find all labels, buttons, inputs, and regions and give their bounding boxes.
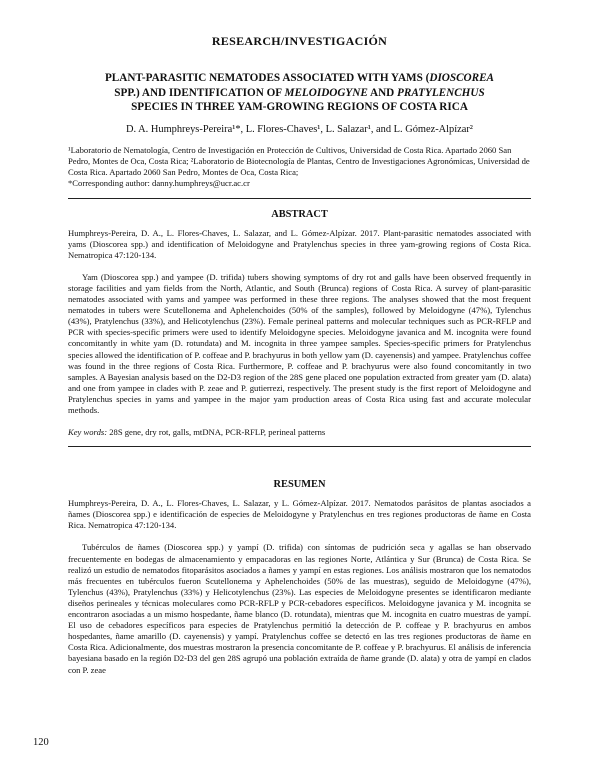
affiliations: ¹Laboratorio de Nematología, Centro de Investigación en Protección de Cultivos, Universidad de Costa Rica. Apartado 2060 San Pedro, Montes de Oca, Costa Rica; ²Laboratorio de Biotecnología de Plantas, Centro de Investigaciones Agronómicas, Universidad de Costa Rica. Apartado 2060 San Pedro, Montes de Oca, Costa Rica; (68, 144, 530, 178)
title-line1-b: DIOSCOREA (429, 72, 495, 84)
title-line2-a: SPP.) AND IDENTIFICATION OF (114, 86, 285, 99)
title-line2-b: MELOIDOGYNE (284, 86, 368, 99)
title-line3: SPECIES IN THREE YAM-GROWING REGIONS OF COSTA RICA (131, 101, 468, 114)
resumen-heading: RESUMEN (273, 479, 326, 491)
corresponding-author: *Corresponding author: danny.humphreys@ucr.ac.cr (68, 178, 250, 189)
page-number: 120 (33, 737, 49, 748)
title-line2-d: PRATYLENCHUS (397, 86, 485, 99)
keywords-list: 28S gene, dry rot, galls, mtDNA, PCR-RFLP, perineal patterns (107, 427, 326, 438)
title-line1-a: PLANT-PARASITIC NEMATODES ASSOCIATED WITH YAMS ( (104, 72, 430, 84)
article-title (68, 71, 531, 115)
resumen-citation: Humphreys-Pereira, D. A., L. Flores-Chaves, L. Salazar, y L. Gómez-Alpízar. 2017. Nematodos parásitos de plantas asociados a ñames (Dioscorea spp.) e identificación de especies de Meloidogyne y Pratylenchus en tres regiones productoras de ñame en Costa Rica. Nematropica 47:120-134. (68, 498, 531, 531)
section-label: RESEARCH/INVESTIGACIÓN (211, 34, 388, 48)
keywords (68, 427, 531, 438)
article-page (68, 34, 531, 676)
divider-top (68, 198, 531, 199)
title-line2-c: AND (367, 86, 398, 99)
author-list: D. A. Humphreys-Pereira¹*, L. Flores-Chaves¹, L. Salazar¹, and L. Gómez-Alpízar² (126, 123, 473, 135)
keywords-label: Key words: (68, 427, 108, 438)
abstract-heading: ABSTRACT (271, 208, 328, 220)
abstract-body: Yam (Dioscorea spp.) and yampee (D. trifida) tubers showing symptoms of dry rot and galls have been observed frequently in storage facilities and yam fields from the North, Atlantic, and South (Brunca) regions of Costa Rica. A survey of plant-parasitic nematodes associated with yams and yampee was performed in these three regions. The analyses showed that the most frequent nematodes in tubers were Scutellonema and Aphelenchoides (50% of the samples), followed by Meloidogyne (47%), Tylenchus (43%), Pratylenchus (33%), and Helicotylenchus (23%). Female perineal patterns and molecular techniques such as PCR-RFLP and PCR with species-specific primers were used to identify Meloidogyne species. Meloidogyne javanica and M. incognita were found concomitantly in white yam (D. rotundata) and M. incognita in three yampee samples. Species-specific primers for Pratylenchus species allowed the identification of P. coffeae and P. brachyurus in both yellow yam (D. cayenensis) and yampee. Pratylenchus coffee was found in the three regions of Costa Rica. Furthermore, P. coffeae and P. brachyurus were also found concomitantly in two samples. A Bayesian analysis based on the D2-D3 region of the 28S gene placed one population extracted from greater yam (D. alata) and one from yampee in clades with P. zeae and P. gutierrezi, respectively. The present study is the first report of Meloidogyne and Pratylenchus species in yams and yampee in the major yam production areas of Costa Rica using fast and accurate molecular methods. (68, 271, 531, 415)
resumen-body: Tubérculos de ñames (Dioscorea spp.) y yampí (D. trifida) con síntomas de pudrición seca y agallas se han observado frecuentemente en bodegas de almacenamiento y empacadoras en las regiones Norte, Atlántica y Sur (Brunca) de Costa Rica. Se realizó un estudio de nematodos fitoparásitos asociados a ñames y yampí en estas regiones. Los análisis mostraron que los nematodos más frecuentes en tubérculos fueron Scutellonema y Aphelenchoides (50% de las muestras), seguido de Meloidogyne (47%), Tylenchus (43%), Pratylenchus (33%) y Helicotylenchus (23%). Las especies de Meloidogyne presentes se identificaron mediante diseños perineales y técnicas moleculares como PCR-RFLP y PCR-cebadores específicos. Meloidogyne javanica y M. incognita se encontraron asociadas a un mismo hospedante, ñame blanco (D. rotundata), mientras que M. incognita en cuatro muestras de yampí. El uso de cebadores específicos para especies de Pratylenchus permitió la detección de P. coffeae y P. brachyurus en ambos hospedantes, ñame amarillo (D. cayenensis) y yampí. Pratylenchus coffee se detectó en las tres regiones productoras de ñame en Costa Rica. Adicionalmente, dos muestras mostraron la presencia concomitante de P. coffeae y P. brachyurus. El análisis de inferencia bayesiana basado en la región D2-D3 del gen 28S agrupó una población extraída de ñame grande (D. alata) y otra de yampí en clados con P. zeae (68, 542, 531, 675)
abstract-citation: Humphreys-Pereira, D. A., L. Flores-Chaves, L. Salazar, and L. Gómez-Alpízar. 2017. Plant-parasitic nematodes associated with yams (Dioscorea spp.) and identification of Meloidogyne and Pratylenchus species in three yam-growing regions of Costa Rica. Nematropica 47:120-134. (68, 227, 531, 260)
